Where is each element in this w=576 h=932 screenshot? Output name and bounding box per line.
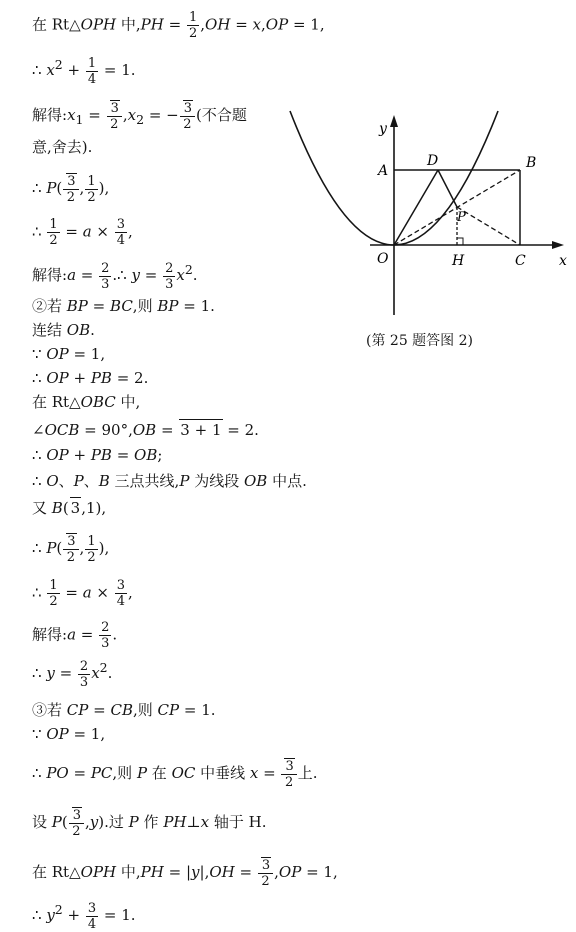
line-4: 意,舍去).: [32, 138, 93, 156]
line-9: 连结 OB.: [32, 321, 95, 339]
label-B: B: [526, 155, 537, 171]
line-15: ∴ O、P、B 三点共线,P 为线段 OB 中点.: [32, 472, 307, 490]
dashed-PC: [457, 207, 520, 245]
label-O: O: [377, 251, 389, 267]
line-18: ∴ $\frac{1}{2}$ = a × $\frac{3}{4}$ ,: [32, 578, 133, 609]
line-10: ∵ OP = 1,: [32, 345, 106, 363]
label-C: C: [515, 253, 526, 269]
line-12: 在 Rt△OBC 中,: [32, 393, 141, 411]
line-20: ∴ y = $\frac{2}{3}$ $x^2$.: [32, 658, 113, 690]
line-22: ∵ OP = 1,: [32, 725, 106, 743]
line-5: ∴ P( $\frac{3}{2}$ , $\frac{1}{2}$ ),: [32, 173, 110, 205]
line-23: ∴ PO = PC,则 P 在 OC 中垂线 x = $\frac{3}{2}$ 上.: [32, 759, 318, 790]
line-3: 解得$:x_1$ = $\frac{3}{2}$ $,x_2$ = − $\frac{3}{2}$ (不合题: [32, 101, 247, 132]
label-H: H: [452, 253, 465, 269]
line-8: ②若 BP = BC,则 BP = 1.: [32, 297, 215, 315]
y-axis-arrow: [390, 115, 398, 127]
line-2: ∴ $x^2$ + $\frac{1}{4}$ = 1.: [32, 55, 136, 87]
line-25: 在 Rt△OPH 中,PH = |y|,OH = $\frac{3}{2}$ ,OP = 1,: [32, 858, 338, 889]
line-19: 解得:a = $\frac{2}{3}$ .: [32, 620, 118, 651]
line-6: ∴ $\frac{1}{2}$ = a × $\frac{3}{4}$ ,: [32, 217, 133, 248]
line-17: ∴ P( $\frac{3}{2}$ , $\frac{1}{2}$ ),: [32, 533, 110, 565]
segment-OD: [394, 170, 438, 245]
line-24: 设 P( $\frac{3}{2}$ ,y).过 P 作 PH⊥x 轴于 H.: [32, 808, 267, 839]
x-axis-arrow: [552, 241, 564, 249]
line-14: ∴ OP + PB = OB;: [32, 446, 163, 464]
label-P: P: [457, 210, 466, 225]
segment-DP: [438, 170, 457, 207]
line-13: ∠OCB = 90°,OB = 3 + 1 = 2.: [32, 421, 259, 439]
line-7: 解得:a = $\frac{2}{3}$ .∴ y = $\frac{2}{3}$ $x^2$.: [32, 260, 198, 292]
line-11: ∴ OP + PB = 2.: [32, 369, 149, 387]
label-y: y: [379, 121, 387, 137]
figure-caption: (第 25 题答图 2): [366, 333, 473, 349]
line-1: 在 Rt△OPH 中,PH = $\frac{1}{2}$ ,OH = x,OP = 1,: [32, 10, 325, 41]
label-A: A: [378, 163, 389, 179]
label-x: x: [559, 253, 567, 269]
line-16: 又 B( 3,1),: [32, 499, 107, 517]
line-21: ③若 CP = CB,则 CP = 1.: [32, 701, 216, 719]
geometry-figure: [270, 105, 575, 335]
line-26: ∴ $y^2$ + $\frac{3}{4}$ = 1.: [32, 900, 136, 932]
right-angle-mark: [457, 238, 463, 245]
label-D: D: [427, 153, 439, 169]
